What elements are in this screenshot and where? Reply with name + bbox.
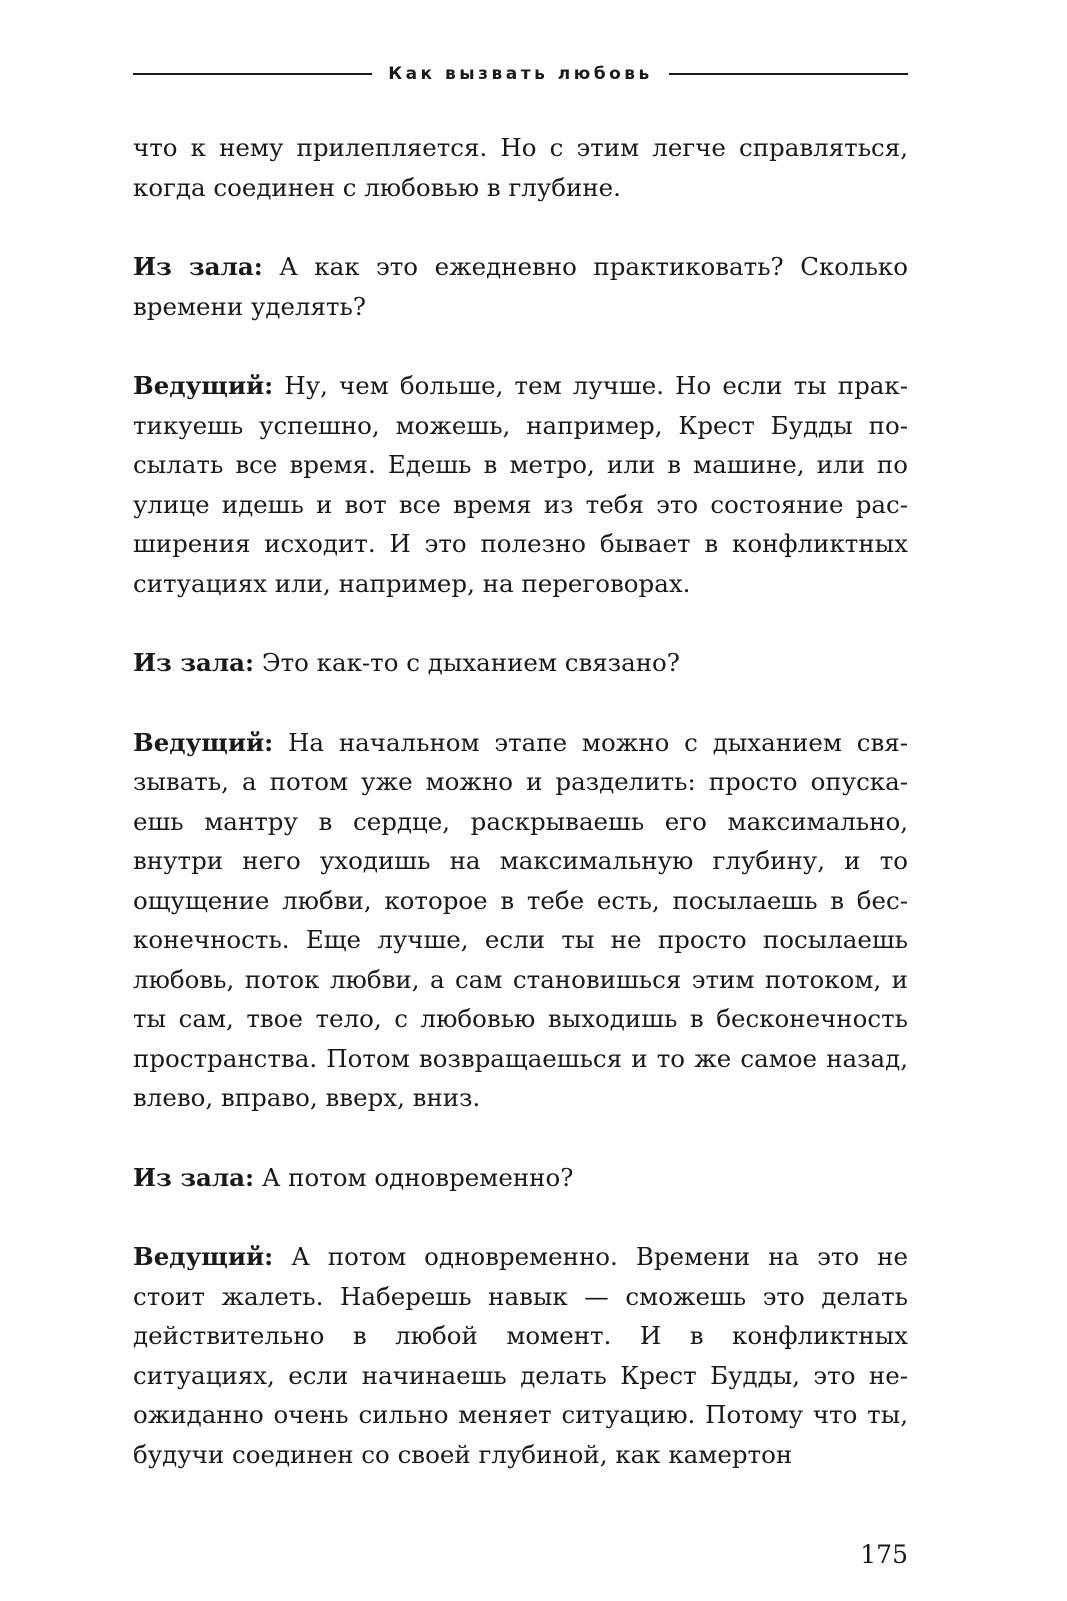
speaker-label: Ведущий: [133, 371, 274, 400]
speaker-label: Из зала: [133, 648, 255, 677]
body-text [133, 128, 908, 1514]
page-number: 175 [860, 1540, 908, 1569]
paragraph-text: что к нему прилепляется. Но с этим легче справляться, когда соединен с любовью в глубине. [133, 133, 908, 202]
header-rule-left [133, 73, 372, 75]
paragraph [133, 1158, 908, 1198]
speaker-label: Из зала: [133, 1162, 255, 1192]
paragraph [133, 128, 908, 207]
paragraph-text: А потом одновременно? [254, 1162, 574, 1192]
paragraph [133, 247, 908, 326]
running-header-title: Как вызвать любовь [388, 64, 653, 84]
speaker-label: Ведущий: [133, 727, 274, 757]
paragraph [133, 1237, 908, 1474]
speaker-label: Ведущий: [133, 1242, 274, 1271]
running-header [133, 64, 908, 84]
speaker-label: Из зала: [133, 252, 263, 281]
paragraph [133, 723, 908, 1118]
header-rule-right [669, 73, 908, 75]
paragraph-text: А потом одновременно. Времени на это не стоит жалеть. Наберешь навык — сможешь это делать действительно в любой момент. И в конфликтных ситуациях, если начинаешь делать Крест Будды, это неожиданно очень сильно меняет ситуацию. Потому что ты, будучи соединен со своей глубиной, как камертон [133, 1242, 908, 1469]
paragraph [133, 366, 908, 603]
paragraph-text: Это как-то с дыханием связано? [254, 648, 680, 677]
paragraph [133, 643, 908, 683]
paragraph-text: На начальном этапе можно с дыханием связывать, а потом уже можно и разделить: просто опускаешь мантру в сердце, раскрываешь его максимально, внутри него уходишь на максимальную глубину, и то ощущение любви, которое в тебе есть, посылаешь в бесконечность. Еще лучше, если ты не просто посылаешь любовь, поток любви, а сам становишься этим потоком, и ты сам, твое тело, с любовью выходишь в бесконечность пространства. Потом возвращаешься и то же самое назад, влево, вправо, вверх, вниз. [133, 727, 908, 1112]
paragraph-text: А как это ежедневно практиковать? Сколько времени уделять? [133, 252, 908, 321]
paragraph-text: Ну, чем больше, тем лучше. Но если ты практикуешь успешно, можешь, например, Крест Будды посылать все время. Едешь в метро, или в машине, или по улице идешь и вот все время из тебя это состояние расширения исходит. И это полезно бывает в конфликтных ситуациях или, например, на переговорах. [133, 371, 908, 598]
